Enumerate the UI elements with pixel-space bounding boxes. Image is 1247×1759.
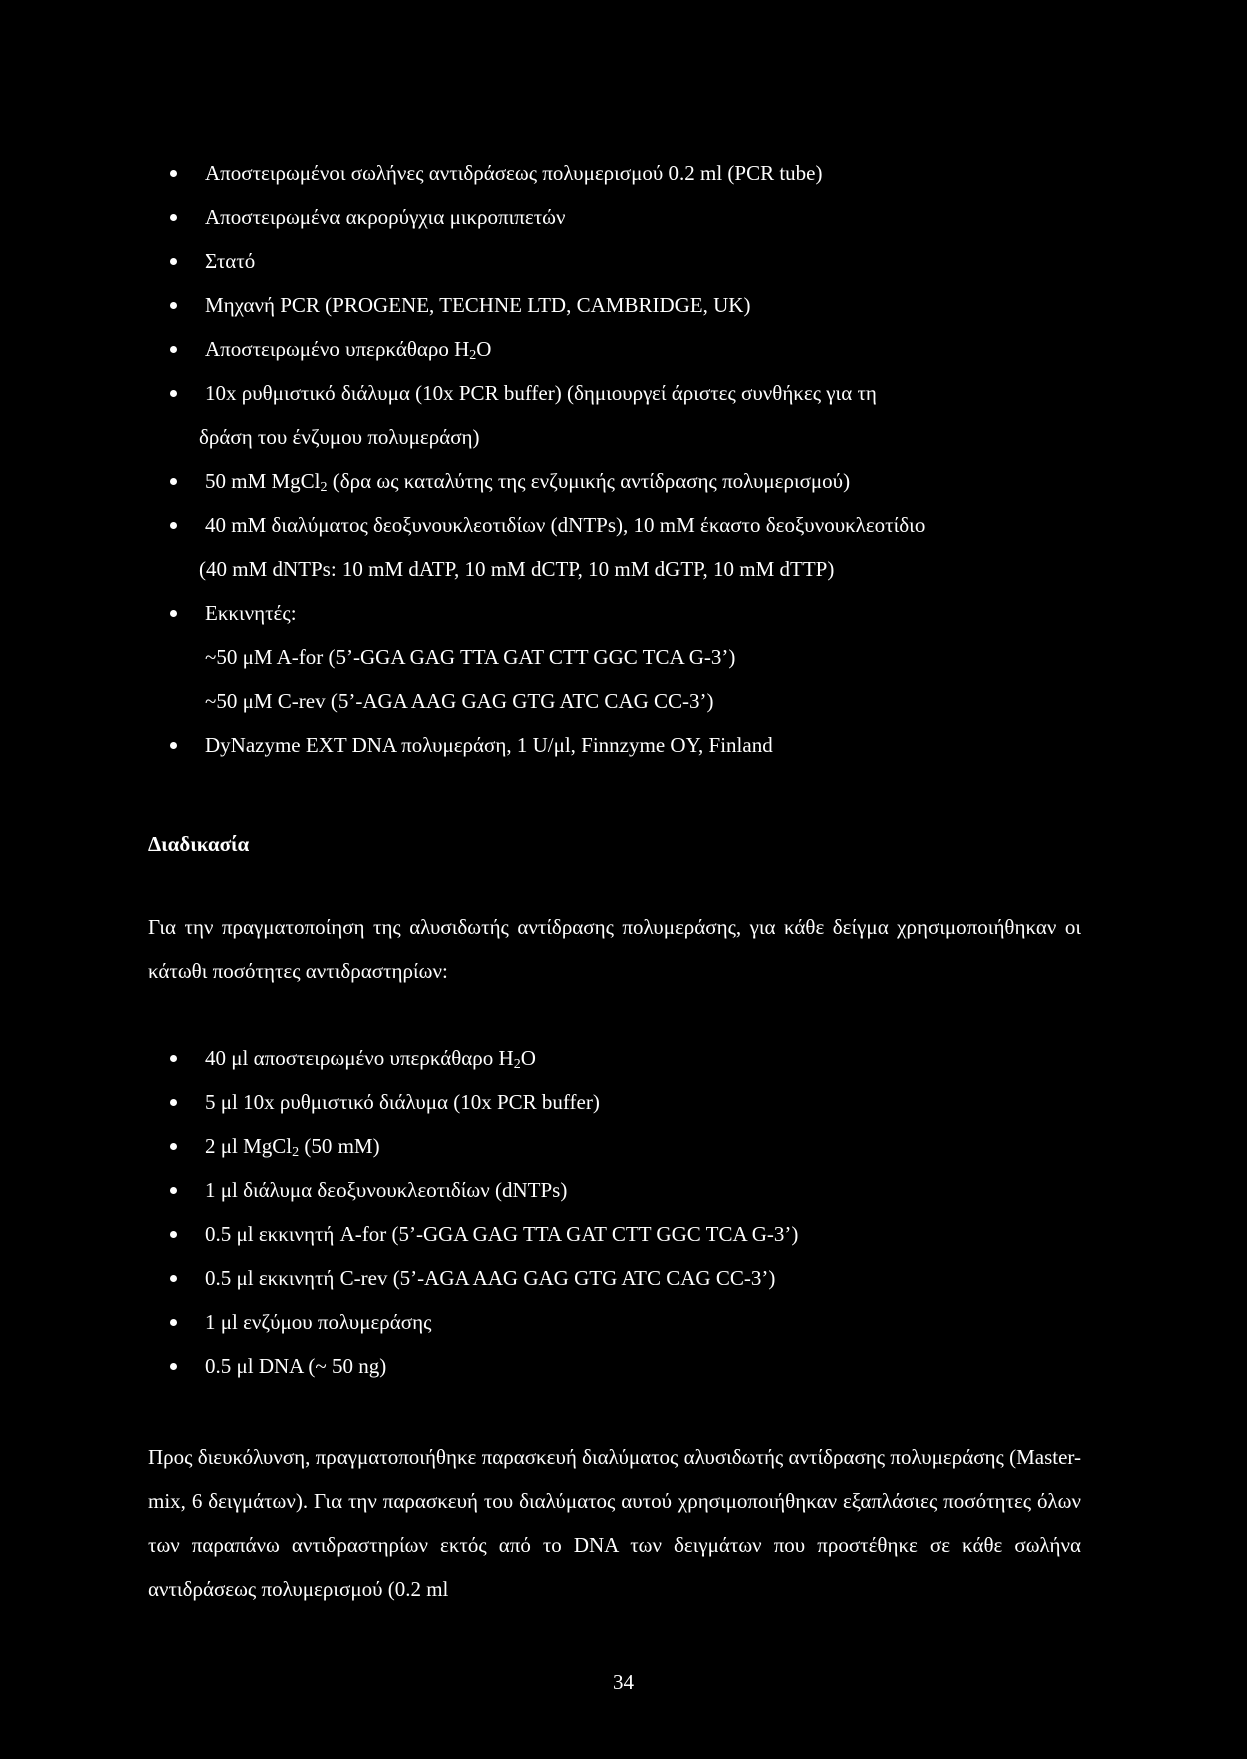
- page-number: 34: [613, 1670, 634, 1694]
- list-item-text: 40 μl αποστειρωμένο υπερκάθαρο H: [205, 1046, 514, 1070]
- list-item: [170, 1177, 1090, 1203]
- subscript: 2: [513, 1057, 521, 1072]
- list-item: [170, 380, 1090, 450]
- list-item-text: 0.5 μl εκκινητή C-rev (5’-AGA AAG GAG GTG ATC CAG CC-3’): [205, 1266, 776, 1290]
- list-item: [170, 336, 1090, 362]
- list-item-text: DyNazyme EXT DNA πολυμεράση, 1 U/μl, Finnzyme OY, Finland: [205, 733, 773, 757]
- list-item-text: Μηχανή PCR (PROGENE, TECHNE LTD, CAMBRIDGE, UK): [205, 293, 751, 317]
- list-item: [170, 1089, 1090, 1115]
- procedure-intro-paragraph: Για την πραγματοποίηση της αλυσιδωτής αντίδρασης πολυμεράσης, για κάθε δείγμα χρησιμοποιήθηκαν οι κάτωθι ποσότητες αντιδραστηρίων:: [148, 915, 1081, 983]
- list-item-text: 50 mM MgCl: [205, 469, 321, 493]
- list-item: [170, 1353, 1090, 1379]
- list-item: [170, 1045, 1090, 1071]
- list-item: [170, 204, 1090, 230]
- list-item-text: 1 μl διάλυμα δεοξυνουκλεοτιδίων (dNTPs): [205, 1178, 568, 1202]
- list-item-text: Στατό: [205, 249, 256, 273]
- subscript: 2: [292, 1145, 300, 1160]
- primer-c-rev: ~50 μM C-rev (5’-AGA AAG GAG GTG ATC CAG CC-3’): [205, 689, 714, 713]
- list-item-text: 40 mM διαλύματος δεοξυνουκλεοτιδίων (dNTPs), 10 mM έκαστο δεοξυνουκλεοτίδιο: [205, 513, 926, 537]
- list-item-text: 2 μl MgCl: [205, 1134, 293, 1158]
- list-item-text: 5 μl 10x ρυθμιστικό διάλυμα (10x PCR buffer): [205, 1090, 600, 1114]
- list-item: [170, 1133, 1090, 1159]
- reagents-list: [170, 1045, 1090, 1397]
- list-item-text: (50 mM): [299, 1134, 380, 1158]
- list-item: [170, 292, 1090, 318]
- list-item-text: Αποστειρωμένοι σωλήνες αντιδράσεως πολυμερισμού 0.2 ml (PCR tube): [205, 161, 823, 185]
- primers-label: Εκκινητές:: [205, 601, 297, 625]
- list-item-text: O: [476, 337, 492, 361]
- list-item-primers: [170, 600, 1090, 714]
- list-item: [170, 512, 1090, 582]
- list-item-text: O: [520, 1046, 536, 1070]
- primer-a-for: ~50 μM A-for (5’-GGA GAG TTA GAT CTT GGC TCA G-3’): [205, 645, 736, 669]
- section-heading: Διαδικασία: [148, 832, 250, 856]
- subscript: 2: [469, 348, 477, 363]
- list-item: [170, 248, 1090, 274]
- list-item-text: Αποστειρωμένο υπερκάθαρο H: [205, 337, 470, 361]
- subscript: 2: [320, 480, 328, 495]
- master-mix-paragraph: Προς διευκόλυνση, πραγματοποιήθηκε παρασκευή διαλύματος αλυσιδωτής αντίδρασης πολυμεράσης (Master-mix, 6 δειγμάτων). Για την παρασκευή του διαλύματος αυτού χρησιμοποιήθηκαν εξαπλάσιες ποσότητες όλων των παραπάνω αντιδραστηρίων εκτός από το DNA των δειγμάτων που προστέθηκε σε κάθε σωλήνα αντιδράσεως πολυμερισμού (0.2 ml: [148, 1445, 1081, 1601]
- list-item-continuation: (40 mM dNTPs: 10 mM dATP, 10 mM dCTP, 10 mM dGTP, 10 mM dTTP): [199, 557, 835, 581]
- list-item: [170, 468, 1090, 494]
- list-item: [170, 732, 1090, 758]
- list-item: [170, 1265, 1090, 1291]
- list-item-text: 0.5 μl DNA (~ 50 ng): [205, 1354, 387, 1378]
- list-item-continuation: δράση του ένζυμου πολυμεράση): [199, 425, 480, 449]
- list-item-text: Αποστειρωμένα ακρορύγχια μικροπιπετών: [205, 205, 566, 229]
- list-item-text: 10x ρυθμιστικό διάλυμα (10x PCR buffer) (δημιουργεί άριστες συνθήκες για τη: [205, 381, 877, 405]
- materials-list: [170, 160, 1090, 776]
- list-item-text: (δρα ως καταλύτης της ενζυμικής αντίδρασης πολυμερισμού): [327, 469, 851, 493]
- list-item-text: 0.5 μl εκκινητή A-for (5’-GGA GAG TTA GAT CTT GGC TCA G-3’): [205, 1222, 799, 1246]
- list-item-text: 1 μl ενζύμου πολυμεράσης: [205, 1310, 432, 1334]
- list-item: [170, 1309, 1090, 1335]
- list-item: [170, 1221, 1090, 1247]
- list-item: [170, 160, 1090, 186]
